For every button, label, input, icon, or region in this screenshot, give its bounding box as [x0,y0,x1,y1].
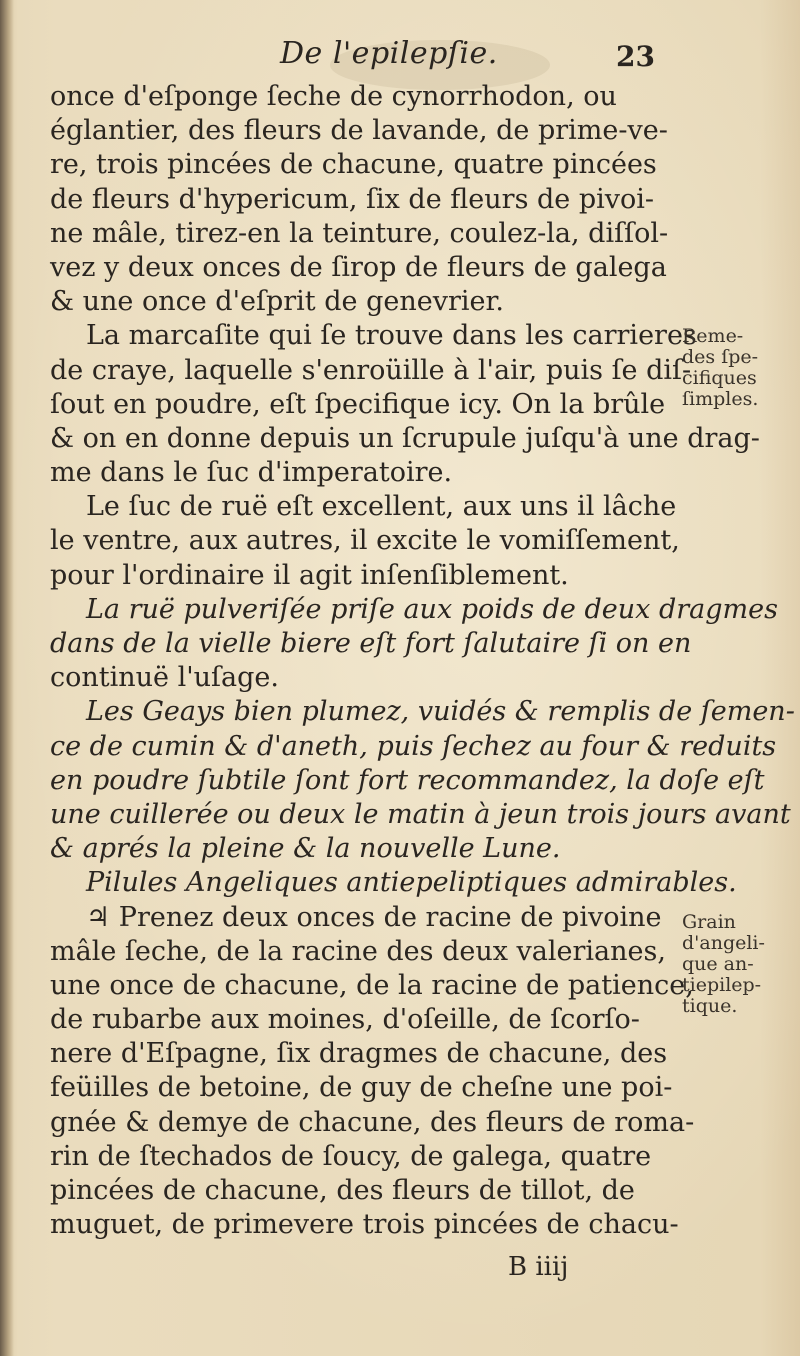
text-line: Le ſuc de ruë eſt excellent, aux uns il lâche [86,491,677,523]
margin-note-line: Reme- [682,325,744,347]
text-line: pour l'ordinaire il agit inſenſiblement. [50,559,569,591]
text-line: ſout en poudre, eſt ſpecifique icy. On la brûle [50,388,666,420]
text-line: La ruë pulveriſée priſe aux poids de deux dragmes [86,593,778,625]
page-header [0,30,800,80]
page-number: 23 [616,40,655,73]
text-line: dans de la vielle biere eſt fort ſalutaire ſi on en [50,628,692,659]
paragraph-geays [50,695,795,866]
text-line: ne mâle, tirez-en la teinture, coulez-la, diſſol- [50,217,669,249]
text-line: une once de chacune, de la racine de patience, [50,969,694,1001]
margin-note-line: cifiques [682,367,757,389]
text-line: me dans le ſuc d'imperatoire. [50,457,453,489]
text-line: re, trois pincées de chacune, quatre pincées [50,149,657,181]
paragraph-rue-pulverisee [50,593,778,696]
margin-note-line: que an- [682,953,754,975]
text-line: & on en donne depuis un ſcrupule juſqu'à une drag- [50,422,760,454]
margin-note-line: tique. [682,995,738,1017]
margin-note-line: tiepilep- [682,974,762,996]
text-line: ♃ Prenez deux onces de racine de pivoine [86,901,662,933]
text-line: églantier, des fleurs de lavande, de prime-ve- [50,115,668,147]
text-line: & une once d'eſprit de genevrier. [50,286,504,318]
text-line: le ventre, aux autres, il excite le vomiſſement, [50,525,680,557]
paragraph-recipe [50,901,695,1243]
margin-note-line: des ſpe- [682,346,759,368]
text-line: de fleurs d'hypericum, ſix de fleurs de pivoi- [50,183,655,215]
text-line: de rubarbe aux moines, d'oſeille, de ſcorſo- [50,1004,640,1036]
text-line: feüilles de betoine, de guy de cheſne une poi- [50,1072,673,1104]
text-line: ce de cumin & d'aneth, puis ſechez au four & reduits [50,730,777,762]
margin-note-line: d'angeli- [682,932,765,954]
margin-note-line: Grain [682,911,736,933]
paragraph-suc-de-rue [50,490,680,593]
text-line: gnée & demye de chacune, des fleurs de roma- [50,1106,695,1138]
recipe-heading [50,866,737,900]
text-line: Les Geays bien plumez, vuidés & remplis de ſemen- [86,696,795,728]
running-title: De l'epilepſie. [280,36,498,71]
text-line: vez y deux onces de ſirop de fleurs de galega [50,251,667,283]
margin-note-remedes [682,326,794,410]
text-line: muguet, de primevere trois pincées de chacu- [50,1209,679,1241]
text-line: une cuillerée ou deux le matin à jeun trois jours avant [50,798,791,830]
margin-note-line: ſimples. [682,388,759,410]
binding-gutter [0,0,14,1356]
paragraph-continuation [50,80,680,319]
text-line: & aprés la pleine & la nouvelle Lune. [50,833,561,865]
text-line: nere d'Eſpagne, ſix dragmes de chacune, des [50,1038,668,1070]
text-line: de craye, laquelle s'enroüille à l'air, puis ſe diſ- [50,354,692,386]
text-line: en poudre ſubtile ſont fort recommandez, la doſe eſt [50,764,765,796]
margin-note-grain [682,912,794,1017]
text-line: once d'eſponge ſeche de cynorrhodon, ou [50,81,617,112]
text-line: Pilules Angeliques antiepeliptiques admirables. [86,867,737,899]
text-line: La marcaſite qui ſe trouve dans les carrieres [86,320,697,352]
signature-mark: B iiij [508,1252,569,1282]
text-line: mâle ſeche, de la racine des deux valerianes, [50,935,666,967]
text-line: pincées de chacune, des fleurs de tillot, de [50,1175,635,1206]
text-line: rin de ſtechados de ſoucy, de galega, quatre [50,1140,652,1172]
text-line: continuë l'uſage. [50,662,279,694]
